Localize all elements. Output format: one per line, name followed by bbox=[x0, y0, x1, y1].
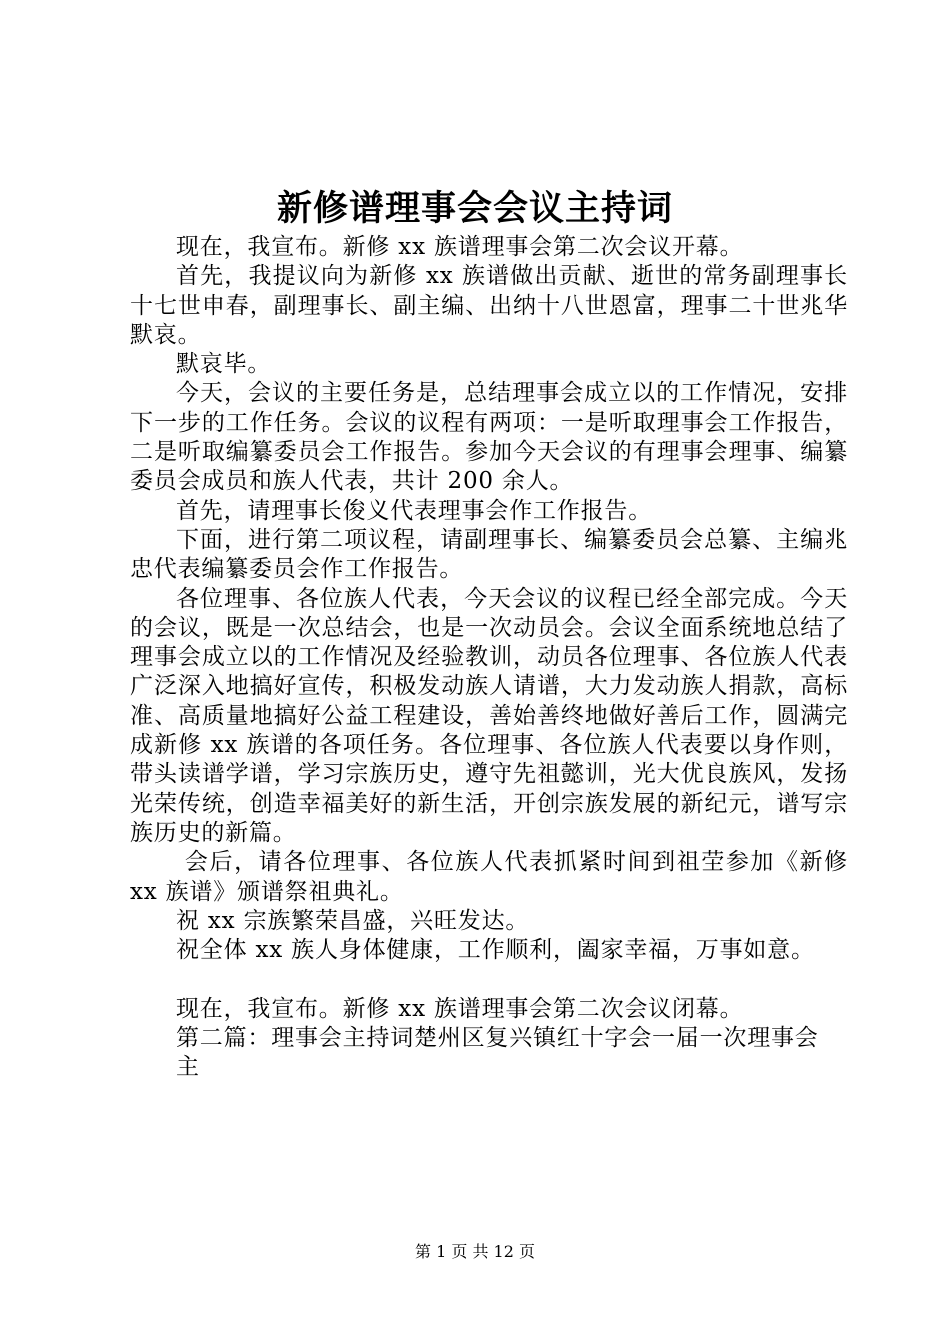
paragraph-ceremony: 会后，请各位理事、各位族人代表抓紧时间到祖茔参加《新修 xx 族谱》颁谱祭祖典礼。 bbox=[130, 849, 857, 905]
paragraph-second-report: 下面，进行第二项议程，请副理事长、编纂委员会总纂、主编兆忠代表编纂委员会作工作报告。 bbox=[130, 526, 848, 583]
paragraph-blank bbox=[130, 965, 848, 994]
paragraph-silence-end: 默哀毕。 bbox=[176, 351, 272, 378]
paragraph-agenda: 今天，会议的主要任务是，总结理事会成立以的工作情况，安排下一步的工作任务。会议的议程有两项：一是听取理事会工作报告，二是听取编纂委员会工作报告。参加今天会议的有理事会理事、编纂委员会成员和族人代表，共计 200 余人。 bbox=[130, 380, 848, 495]
document-body bbox=[130, 233, 857, 1083]
paragraph-summary: 各位理事、各位族人代表，今天会议的议程已经全部完成。今天的会议，既是一次总结会，也是一次动员会。会议全面系统地总结了理事会成立以的工作情况及经验教训，动员各位理事、各位族人代表广泛深入地搞好宣传，积极发动族人请谱，大力发动族人捐款，高标准、高质量地搞好公益工程建设，善始善终地做好善后工作，圆满完成新修 xx 族谱的各项任务。各位理事、各位族人代表要以身作则，带头读谱学谱，学习宗族历史，遵守先祖懿训，光大优良族风，发扬光荣传统，创造幸福美好的新生活，开创宗族发展的新纪元，谱写宗族历史的新篇。 bbox=[130, 585, 848, 846]
paragraph-tribute: 首先，我提议向为新修 xx 族谱做出贡献、逝世的常务副理事长十七世申春，副理事长、副主编、出纳十八世恩富，理事二十世兆华默哀。 bbox=[130, 263, 848, 348]
paragraph-wish-members: 祝全体 xx 族人身体健康，工作顺利，阖家幸福，万事如意。 bbox=[176, 937, 815, 964]
document-title: 新修谱理事会会议主持词 bbox=[276, 188, 673, 229]
paragraph-opening: 现在，我宣布。新修 xx 族谱理事会第二次会议开幕。 bbox=[176, 234, 744, 260]
paragraph-second-chapter-title: 第二篇：理事会主持词楚州区复兴镇红十字会一届一次理事会 bbox=[176, 1025, 819, 1052]
paragraph-first-report: 首先，请理事长俊义代表理事会作工作报告。 bbox=[176, 497, 652, 524]
paragraph-closing: 现在，我宣布。新修 xx 族谱理事会第二次会议闭幕。 bbox=[176, 995, 744, 1022]
paragraph-fragment: 主 bbox=[176, 1054, 200, 1081]
page-number-footer: 第 1 页 共 12 页 bbox=[415, 1242, 535, 1261]
paragraph-wish-clan: 祝 xx 宗族繁荣昌盛，兴旺发达。 bbox=[176, 907, 530, 934]
